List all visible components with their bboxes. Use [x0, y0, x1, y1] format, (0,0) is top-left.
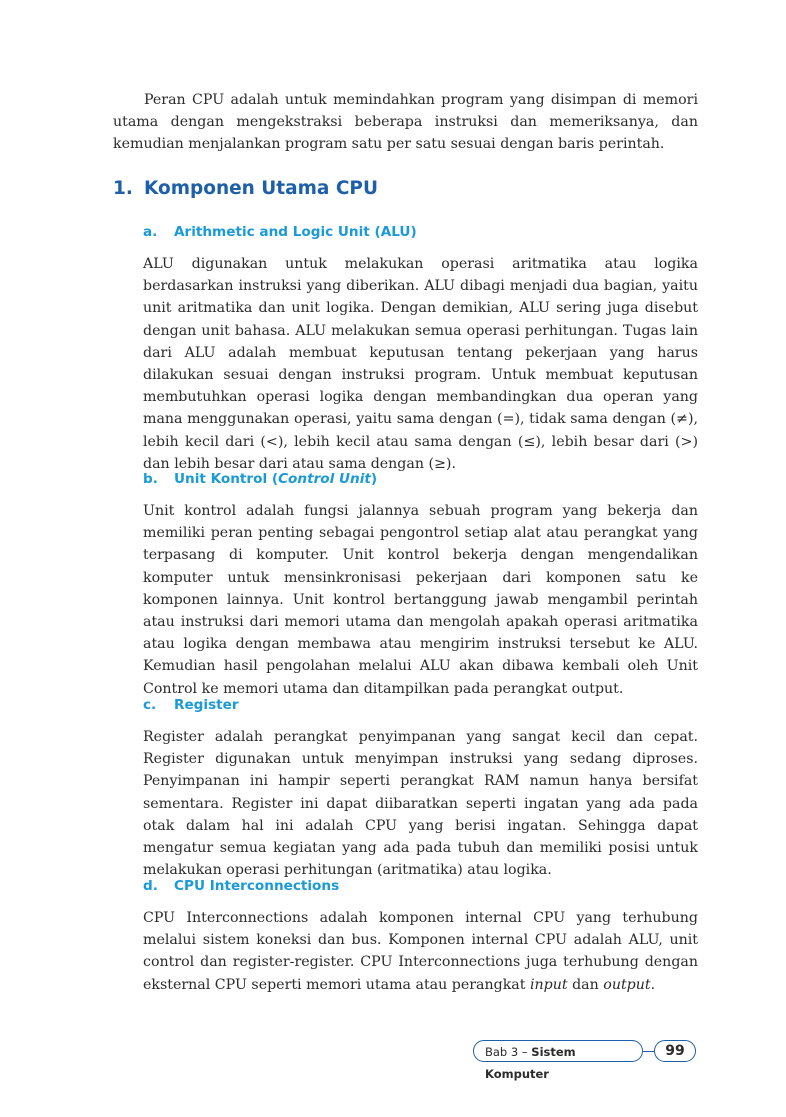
paragraph-italic-input: input: [529, 976, 568, 993]
alu-paragraph: ALU digunakan untuk melakukan operasi aritmatika atau logika berdasarkan instruksi yang diberikan. ALU dibagi menjadi dua bagian, yaitu unit aritmatika dan unit logika. Dengan demikian, ALU sering juga disebut dengan unit bahasa. ALU melakukan semua operasi perhitungan. Tugas lain dari ALU adalah membuat keputusan tentang pekerjaan yang harus dilakukan sesuai dengan instruksi program. Untuk membuat keputusan membutuhkan operasi logika dengan membandingkan dua operan yang mana menggunakan operasi, yaitu sama dengan (=), tidak sama dengan (≠), lebih kecil dari (<), lebih kecil atau sama dengan (≤), lebih besar dari (>) dan lebih besar dari atau sama dengan (≥).: [143, 256, 698, 472]
subsection-heading-alu: [143, 224, 417, 240]
subsection-title-prefix: Unit Kontrol (: [174, 471, 279, 487]
subsection-letter: b.: [143, 471, 158, 487]
subsection-heading-cpu-interconnections: [143, 878, 339, 894]
control-unit-paragraph: Unit kontrol adalah fungsi jalannya sebuah program yang bekerja dan memiliki peran penting sebagai pengontrol setiap alat atau perangkat yang terpasang di komputer. Unit kontrol bekerja dengan mengendalikan komputer untuk mensinkronisasi pekerjaan dari komponen satu ke komponen lainnya. Unit kontrol bertanggung jawab mengambil perintah atau instruksi dari memori utama dan mengolah apakah operasi aritmatika atau logika dengan membawa atau mengirim instruksi tersebut ke ALU. Kemudian hasil pengolahan melalui ALU akan dibawa kembali oleh Unit Control ke memori utama dan ditampilkan pada perangkat output.: [143, 503, 698, 697]
paragraph-italic-output: output: [603, 976, 651, 993]
subsection-letter: a.: [143, 224, 158, 240]
subsection-letter: d.: [143, 878, 158, 894]
section-heading: [113, 178, 378, 199]
chapter-prefix: Bab 3 –: [485, 1045, 532, 1059]
subsection-title-italic: Control Unit: [278, 471, 371, 487]
chapter-label: [473, 1040, 643, 1081]
cpu-interconnections-paragraph: [143, 907, 698, 996]
paragraph-text: .: [650, 976, 656, 993]
intro-paragraph: Peran CPU adalah untuk memindahkan program yang disimpan di memori utama dengan mengekstraksi beberapa instruksi dan memeriksanya, dan kemudian menjalankan program satu per satu sesuai dengan baris perintah.: [113, 92, 698, 153]
subsection-title: Register: [174, 697, 239, 713]
section-number: 1.: [113, 178, 133, 199]
paragraph-text: CPU Interconnections adalah komponen internal CPU yang terhubung melalui sistem koneksi dan bus. Komponen internal CPU adalah ALU, unit control dan register-register. CPU Interconnections juga terhubung dengan eksternal CPU seperti memori utama atau perangkat: [143, 910, 698, 993]
subsection-heading-register: [143, 697, 239, 713]
subsection-heading-control-unit: [143, 471, 377, 487]
paragraph-text: dan: [567, 976, 604, 993]
subsection-letter: c.: [143, 697, 157, 713]
chapter-title: Sistem Komputer: [485, 1045, 576, 1081]
subsection-title: CPU Interconnections: [174, 878, 340, 894]
section-title: Komponen Utama CPU: [144, 178, 378, 199]
subsection-title-suffix: ): [370, 471, 378, 487]
subsection-title: Arithmetic and Logic Unit (ALU): [174, 224, 417, 240]
page-number: 99: [654, 1040, 696, 1062]
register-paragraph: Register adalah perangkat penyimpanan yang sangat kecil dan cepat. Register digunakan untuk menyimpan instruksi yang sedang diproses. Penyimpanan ini hampir seperti perangkat RAM namun hanya bersifat sementara. Register ini dapat diibaratkan seperti ingatan yang ada pada otak dalam hal ini adalah CPU yang berisi ingatan. Sehingga dapat mengatur semua kegiatan yang ada pada tubuh dan memiliki posisi untuk melakukan operasi perhitungan (aritmatika) atau logika.: [143, 729, 698, 879]
